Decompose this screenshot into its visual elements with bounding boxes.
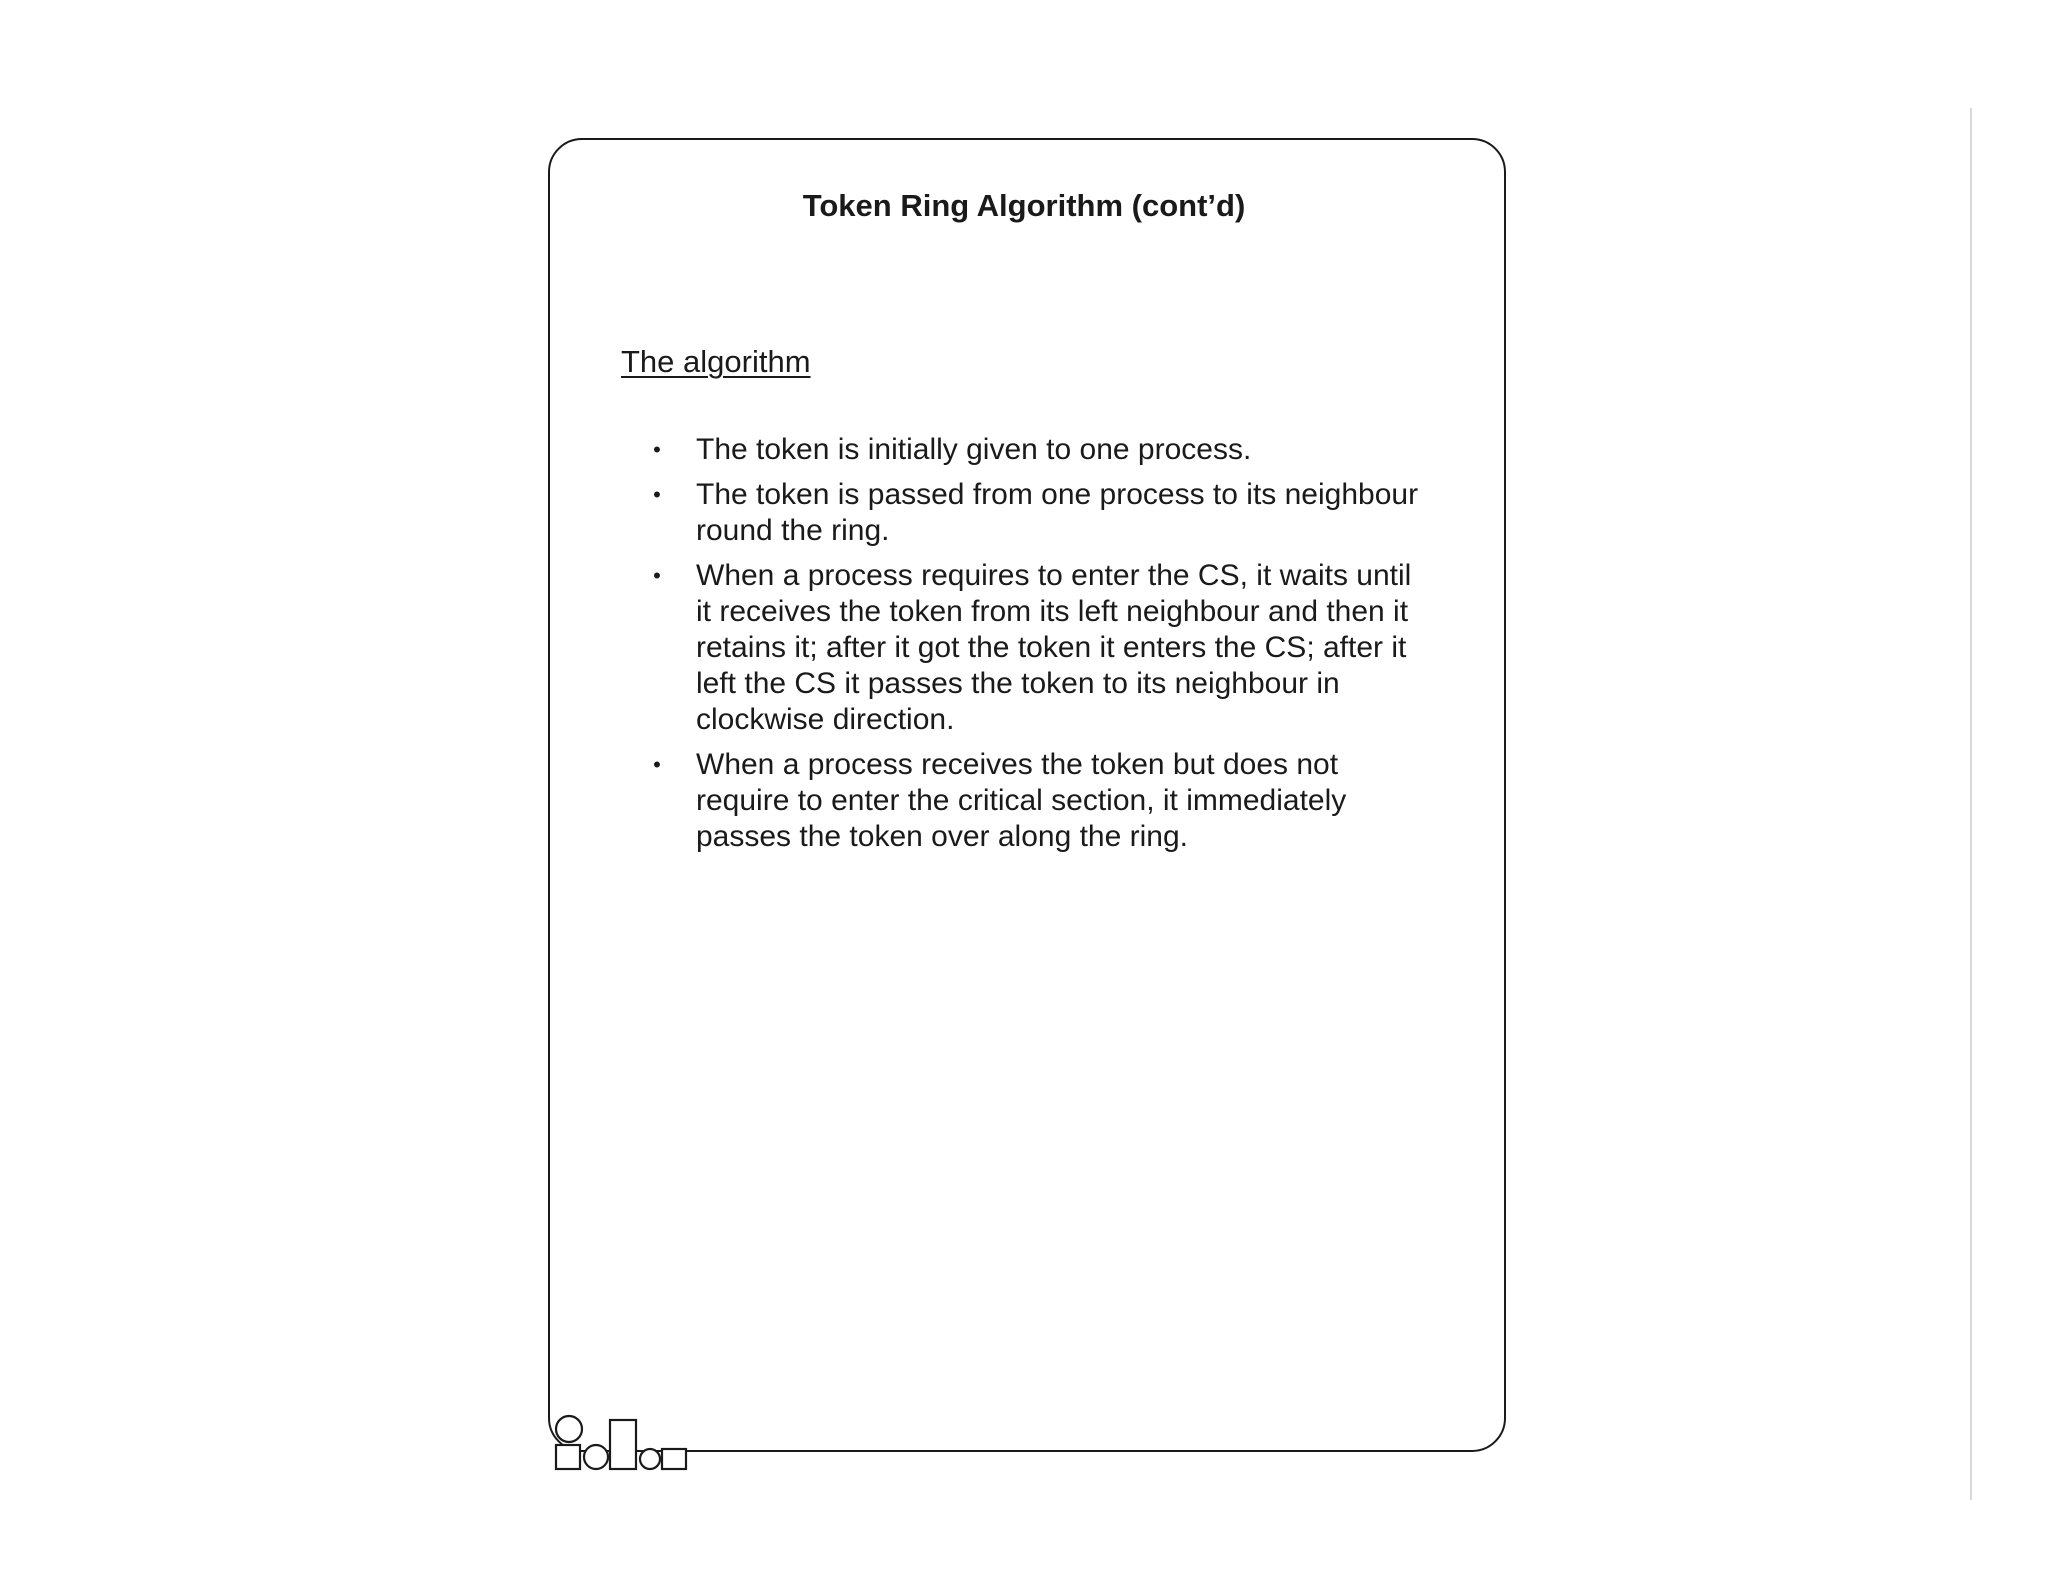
bullet-text: The token is initially given to one process. (696, 433, 1252, 466)
bullet-text: When a process requires to enter the CS, it waits until it receives the token from its left neighbour and then it retains it; after it got the token it enters the CS; after it left the CS it passes the token to its neighbour in clockwise direction. (696, 559, 1412, 736)
bullet-icon: • (653, 752, 661, 777)
bullet-text: When a process receives the token but does not require to enter the critical section, it immediately passes the token over along the ring. (696, 748, 1347, 853)
list-item (650, 558, 1430, 738)
bullet-icon: • (653, 563, 661, 588)
list-item (650, 477, 1430, 549)
bullet-text: The token is passed from one process to its neighbour round the ring. (696, 478, 1419, 547)
bullet-list (650, 432, 1430, 864)
bullet-icon: • (653, 482, 661, 507)
list-item (650, 747, 1430, 855)
slide-title: Token Ring Algorithm (cont’d) (802, 188, 1246, 223)
section-heading: The algorithm (621, 344, 811, 379)
list-item (650, 432, 1430, 468)
geometric-shapes-logo-icon (552, 1412, 688, 1477)
right-divider (1970, 108, 1972, 1500)
bullet-icon: • (653, 437, 661, 462)
